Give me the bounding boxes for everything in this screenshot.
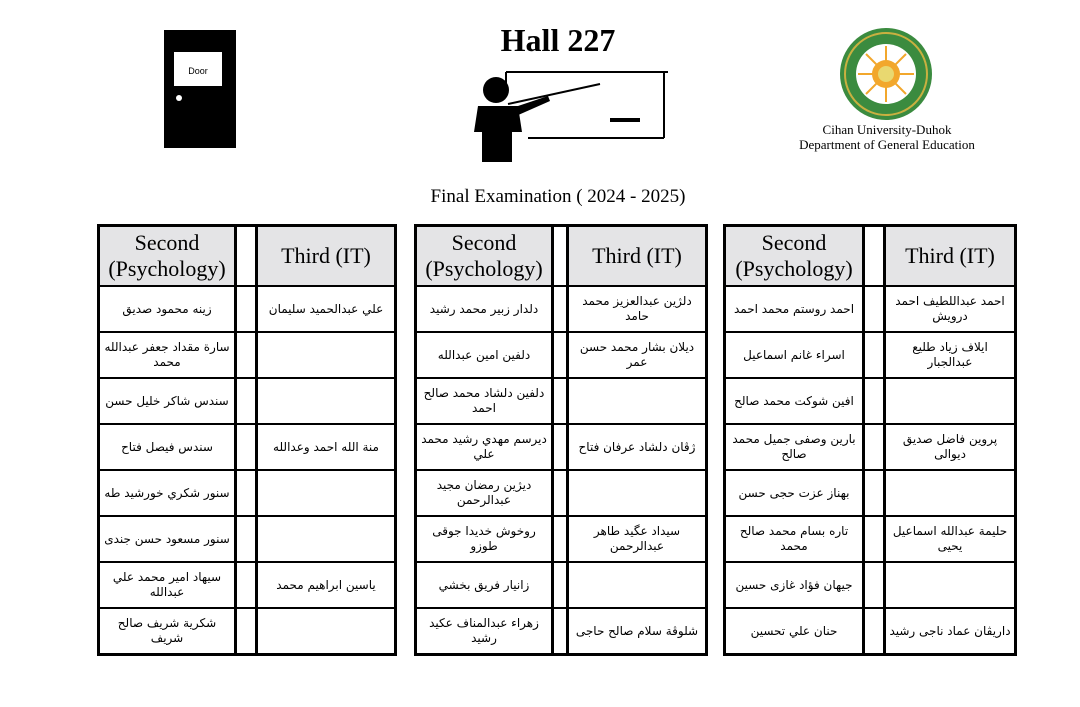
seat-third <box>568 378 706 424</box>
seat-second: تاره بسام محمد صالح محمد <box>725 516 863 562</box>
table-row <box>725 470 1015 516</box>
seat-second: اسراء غانم اسماعيل <box>725 332 863 378</box>
table-row <box>725 608 1015 654</box>
seat-second: روخوش خديدا جوقى طوزو <box>416 516 552 562</box>
table-row <box>725 332 1015 378</box>
seat-gap <box>863 424 885 470</box>
seat-gap <box>863 608 885 654</box>
seat-second: زهراء عبدالمناف عكيد رشيد <box>416 608 552 654</box>
seat-third: احمد عبداللطيف احمد درويش <box>885 286 1015 332</box>
header-third: Third (IT) <box>568 226 706 286</box>
seat-gap <box>235 470 257 516</box>
seat-second: احمد روستم محمد احمد <box>725 286 863 332</box>
seat-gap <box>235 516 257 562</box>
seat-gap <box>863 286 885 332</box>
table-row <box>99 378 395 424</box>
seat-second: بارين وصفى جميل محمد صالح <box>725 424 863 470</box>
table-row <box>725 424 1015 470</box>
seat-third: علي عبدالحميد سليمان <box>257 286 395 332</box>
seat-second: دلفين دلشاد محمد صالح احمد <box>416 378 552 424</box>
seat-second: سنور شكري خورشيد طه <box>99 470 235 516</box>
seat-second: سندس فيصل فتاح <box>99 424 235 470</box>
seat-third: شلوڤة سلام صالح حاجى <box>568 608 706 654</box>
table-row <box>725 516 1015 562</box>
seat-second: دلدار زبير محمد رشيد <box>416 286 552 332</box>
seat-third: ژڤان دلشاد عرفان فتاح <box>568 424 706 470</box>
seat-third <box>257 516 395 562</box>
seat-gap <box>552 424 568 470</box>
seat-gap <box>863 332 885 378</box>
seat-third: ياسين ابراهيم محمد <box>257 562 395 608</box>
university-logo <box>834 26 938 122</box>
seat-gap <box>235 286 257 332</box>
seat-third: دلژين عبدالعزيز محمد حامد <box>568 286 706 332</box>
seat-second: زينه محمود صديق <box>99 286 235 332</box>
seat-second: شكرية شريف صالح شريف <box>99 608 235 654</box>
table-row <box>99 470 395 516</box>
header-second: Second (Psychology) <box>725 226 863 286</box>
seat-third <box>568 562 706 608</box>
seat-second: جيهان فؤاد غازى حسين <box>725 562 863 608</box>
door-icon <box>160 28 240 150</box>
seat-gap <box>235 608 257 654</box>
table-row <box>99 424 395 470</box>
seat-gap <box>863 562 885 608</box>
table-row <box>99 286 395 332</box>
seat-gap <box>552 378 568 424</box>
seat-third <box>257 378 395 424</box>
seat-second: ديژين رمضان مجيد عبدالرحمن <box>416 470 552 516</box>
seat-gap <box>863 516 885 562</box>
seat-gap <box>552 470 568 516</box>
seat-gap <box>552 332 568 378</box>
table-row <box>416 516 706 562</box>
seat-second: سندس شاكر خليل حسن <box>99 378 235 424</box>
seat-third <box>885 470 1015 516</box>
seat-gap <box>863 470 885 516</box>
seat-gap <box>235 424 257 470</box>
seat-gap <box>552 516 568 562</box>
seat-third: ايلاف زياد طليع عبدالجبار <box>885 332 1015 378</box>
table-row <box>99 562 395 608</box>
header-third: Third (IT) <box>257 226 395 286</box>
seat-second: سارة مقداد جعفر عبدالله محمد <box>99 332 235 378</box>
seat-second: افين شوكت محمد صالح <box>725 378 863 424</box>
table-row <box>725 562 1015 608</box>
seat-third <box>885 378 1015 424</box>
seat-third: سيداد عگيد طاهر عبدالرحمن <box>568 516 706 562</box>
university-name: Cihan University-Duhok <box>822 122 952 137</box>
seat-third <box>257 332 395 378</box>
header-gap <box>552 226 568 286</box>
seat-second: بهناز عزت حجى حسن <box>725 470 863 516</box>
table-row <box>416 608 706 654</box>
table-row <box>416 378 706 424</box>
seat-third <box>257 608 395 654</box>
seating-block-1 <box>97 224 397 656</box>
seat-third: پروين فاضل صديق ديوالى <box>885 424 1015 470</box>
seat-third: منة الله احمد وعدالله <box>257 424 395 470</box>
seat-second: سنور مسعود حسن جندى <box>99 516 235 562</box>
seat-gap <box>863 378 885 424</box>
header-third: Third (IT) <box>885 226 1015 286</box>
header-second: Second (Psychology) <box>99 226 235 286</box>
table-row <box>416 286 706 332</box>
table-row <box>416 332 706 378</box>
table-row <box>416 424 706 470</box>
seat-third: ديلان بشار محمد حسن عمر <box>568 332 706 378</box>
table-row <box>725 286 1015 332</box>
header-gap <box>235 226 257 286</box>
seat-second: زانيار فريق بخشي <box>416 562 552 608</box>
table-row <box>99 608 395 654</box>
seating-block-3 <box>723 224 1017 656</box>
header-gap <box>863 226 885 286</box>
table-row <box>416 562 706 608</box>
seat-second: ديرسم مهدي رشيد محمد علي <box>416 424 552 470</box>
seat-third: داريڤان عماد ناجى رشيد <box>885 608 1015 654</box>
seat-third: حليمة عبدالله اسماعيل يحيى <box>885 516 1015 562</box>
seat-third <box>568 470 706 516</box>
header-second: Second (Psychology) <box>416 226 552 286</box>
seat-second: سيهاد امير محمد علي عبدالله <box>99 562 235 608</box>
seat-gap <box>235 332 257 378</box>
seat-gap <box>235 562 257 608</box>
university-info <box>770 122 1004 152</box>
seat-third <box>257 470 395 516</box>
seat-third <box>885 562 1015 608</box>
teacher-board-icon <box>468 68 668 164</box>
table-row <box>99 516 395 562</box>
exam-title: Final Examination ( 2024 - 2025) <box>430 186 686 207</box>
door-label: Door <box>188 66 208 76</box>
seat-gap <box>552 286 568 332</box>
seat-gap <box>235 378 257 424</box>
seat-gap <box>552 562 568 608</box>
seating-block-2 <box>414 224 708 656</box>
seat-gap <box>552 608 568 654</box>
seat-second: دلفين امين عبدالله <box>416 332 552 378</box>
table-row <box>416 470 706 516</box>
hall-title: Hall 227 <box>500 22 616 58</box>
table-row <box>99 332 395 378</box>
seat-second: حنان علي تحسين <box>725 608 863 654</box>
table-row <box>725 378 1015 424</box>
department-name: Department of General Education <box>799 137 975 152</box>
